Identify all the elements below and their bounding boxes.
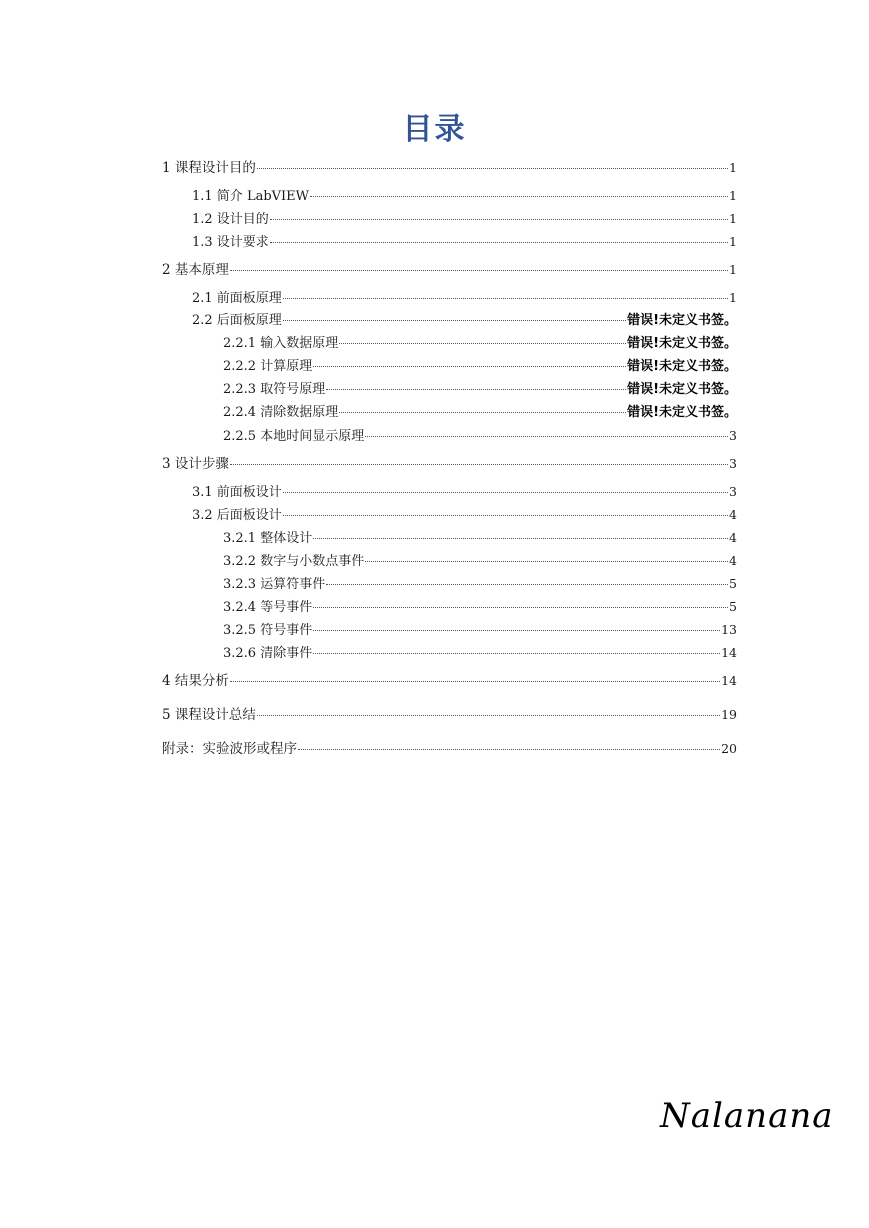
- toc-entry-page: 3: [729, 428, 737, 443]
- toc-dot-leader: [230, 270, 728, 271]
- toc-entry-label: 3.2 后面板设计: [192, 508, 282, 523]
- toc-dot-leader: [313, 607, 728, 608]
- toc-dot-leader: [257, 168, 728, 169]
- toc-entry-page: 19: [721, 707, 737, 722]
- toc-entry-label: 3.2.4 等号事件: [223, 600, 313, 615]
- toc-entry-label: 5 课程设计总结: [162, 707, 256, 723]
- toc-dot-leader: [230, 681, 720, 682]
- toc-entry-label: 附录：实验波形或程序: [162, 741, 297, 757]
- toc-entry-page: 1: [729, 290, 737, 305]
- toc-dot-leader: [313, 630, 720, 631]
- toc-entry-page: 13: [721, 622, 737, 637]
- toc-entry-page: 错误!未定义书签。: [627, 313, 737, 328]
- toc-dot-leader: [326, 389, 626, 390]
- toc-entry[interactable]: [162, 158, 737, 178]
- toc-entry[interactable]: [223, 357, 737, 377]
- toc-entry-label: 3.2.3 运算符事件: [223, 577, 326, 592]
- toc-entry-page: 1: [729, 234, 737, 249]
- toc-entry[interactable]: [192, 209, 737, 229]
- toc-entry-label: 3.2.6 清除事件: [223, 646, 313, 661]
- toc-entry-label: 3.1 前面板设计: [192, 485, 282, 500]
- toc-entry-page: 5: [729, 599, 737, 614]
- toc-entry[interactable]: [162, 671, 737, 691]
- toc-entry[interactable]: [192, 186, 737, 206]
- toc-entry[interactable]: [223, 426, 737, 446]
- toc-entry[interactable]: [223, 403, 737, 423]
- toc-entry-label: 3.2.2 数字与小数点事件: [223, 554, 365, 569]
- toc-entry[interactable]: [223, 380, 737, 400]
- toc-dot-leader: [230, 464, 728, 465]
- toc-entry-label: 3.2.1 整体设计: [223, 531, 313, 546]
- toc-dot-leader: [365, 436, 728, 437]
- toc-dot-leader: [257, 715, 720, 716]
- toc-dot-leader: [310, 196, 728, 197]
- page-title: 目录: [402, 112, 467, 147]
- toc-entry[interactable]: [223, 643, 737, 663]
- toc-dot-leader: [283, 492, 728, 493]
- signature: Nalanana: [660, 1096, 834, 1136]
- toc-entry[interactable]: [223, 574, 737, 594]
- toc-entry-label: 2.2.1 输入数据原理: [223, 336, 339, 351]
- toc-entry-page: 1: [729, 188, 737, 203]
- toc-entry[interactable]: [162, 454, 737, 474]
- toc-dot-leader: [283, 515, 728, 516]
- toc-entry[interactable]: [192, 482, 737, 502]
- toc-entry-label: 2.2.3 取符号原理: [223, 382, 326, 397]
- toc-entry-page: 1: [729, 160, 737, 175]
- toc-entry-page: 错误!未定义书签。: [627, 336, 737, 351]
- toc-entry-page: 错误!未定义书签。: [627, 359, 737, 374]
- toc-entry[interactable]: [223, 597, 737, 617]
- toc-entry[interactable]: [162, 739, 737, 759]
- toc-entry[interactable]: [223, 334, 737, 354]
- toc-entry[interactable]: [223, 528, 737, 548]
- toc-entry-page: 错误!未定义书签。: [627, 405, 737, 420]
- toc-entry-label: 3.2.5 符号事件: [223, 623, 313, 638]
- toc-entry-label: 2.2 后面板原理: [192, 313, 282, 328]
- toc-dot-leader: [326, 584, 728, 585]
- toc-entry-label: 2.1 前面板原理: [192, 291, 282, 306]
- toc-entry-page: 1: [729, 211, 737, 226]
- toc-entry-page: 4: [729, 507, 737, 522]
- toc-entry-label: 2.2.2 计算原理: [223, 359, 313, 374]
- toc-dot-leader: [313, 653, 720, 654]
- toc-entry[interactable]: [223, 620, 737, 640]
- toc-entry[interactable]: [192, 232, 737, 252]
- toc-dot-leader: [270, 242, 728, 243]
- toc-dot-leader: [283, 320, 626, 321]
- toc-entry-page: 4: [729, 530, 737, 545]
- toc-entry-page: 错误!未定义书签。: [627, 382, 737, 397]
- toc-entry-label: 2 基本原理: [162, 262, 229, 278]
- toc-dot-leader: [270, 219, 728, 220]
- toc-dot-leader: [339, 412, 626, 413]
- toc-entry[interactable]: [192, 288, 737, 308]
- toc-dot-leader: [365, 561, 728, 562]
- toc-dot-leader: [313, 366, 626, 367]
- toc-entry-label: 2.2.4 清除数据原理: [223, 405, 339, 420]
- toc-entry-label: 3 设计步骤: [162, 456, 229, 472]
- toc-entry[interactable]: [162, 705, 737, 725]
- toc-entry-page: 3: [729, 456, 737, 471]
- toc-dot-leader: [283, 298, 728, 299]
- toc-entry[interactable]: [192, 505, 737, 525]
- toc-entry-label: 1.1 简介 LabVIEW: [192, 189, 310, 204]
- toc-dot-leader: [313, 538, 728, 539]
- toc-entry-label: 2.2.5 本地时间显示原理: [223, 429, 365, 444]
- toc-entry[interactable]: [192, 311, 737, 331]
- toc-entry[interactable]: [162, 260, 737, 280]
- toc-entry-label: 1 课程设计目的: [162, 160, 256, 176]
- toc-entry-label: 1.2 设计目的: [192, 212, 269, 227]
- toc-entry-page: 5: [729, 576, 737, 591]
- toc-entry-page: 14: [721, 673, 737, 688]
- toc-entry[interactable]: [223, 551, 737, 571]
- toc-dot-leader: [339, 343, 626, 344]
- toc-entry-label: 1.3 设计要求: [192, 235, 269, 250]
- toc-entry-page: 4: [729, 553, 737, 568]
- toc-entry-page: 1: [729, 262, 737, 277]
- toc-entry-label: 4 结果分析: [162, 673, 229, 689]
- toc-entry-page: 20: [721, 741, 737, 756]
- toc-entry-page: 14: [721, 645, 737, 660]
- toc-dot-leader: [298, 749, 720, 750]
- toc-entry-page: 3: [729, 484, 737, 499]
